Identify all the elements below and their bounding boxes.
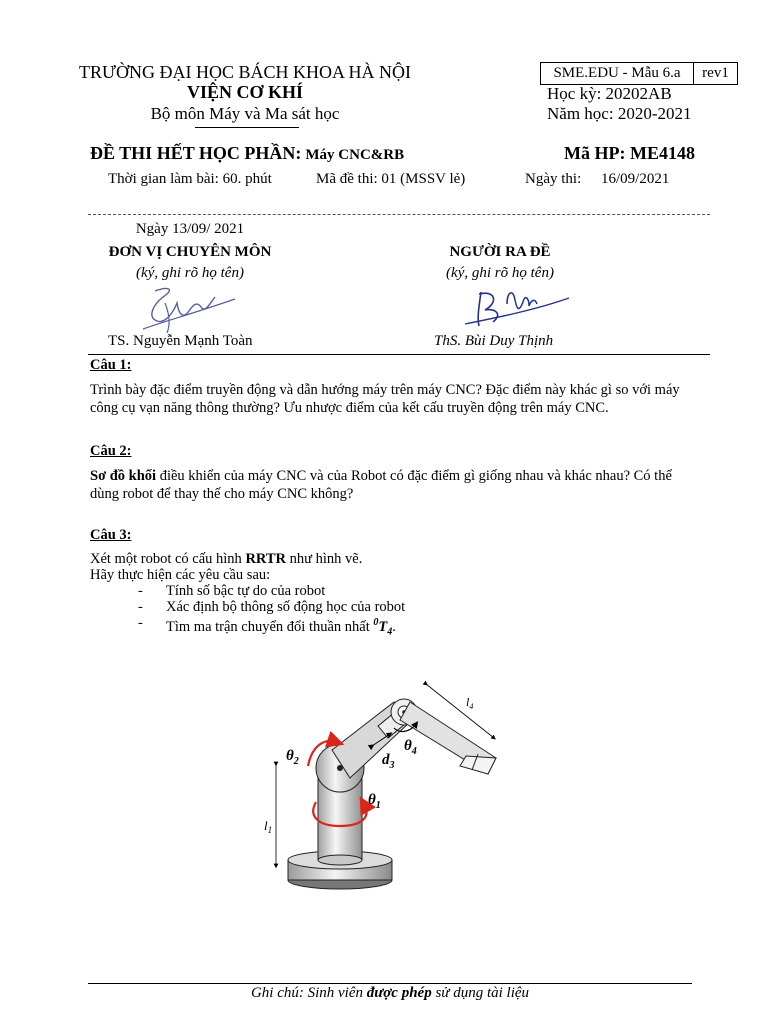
exam-date: 16/09/2021 (601, 171, 670, 187)
unit-signature-icon (135, 283, 245, 339)
form-code: SME.EDU - Mẫu 6.a (553, 65, 681, 81)
author-title: NGƯỜI RA ĐỀ (449, 244, 551, 260)
matrix-superscript: 0 (373, 617, 379, 628)
task-item: - Tìm ma trận chuyển đổi thuần nhất $^0T_4$. (138, 615, 396, 638)
l4-label: $l_4$ (466, 695, 474, 711)
task-item: - Xác định bộ thông số động học của robot (138, 599, 406, 615)
question-3-title: Câu 3: (90, 527, 132, 543)
course-name: Máy CNC&RB (305, 147, 405, 163)
forearm (400, 702, 496, 774)
question-2-body: điều khiển của máy CNC và của Robot có đặc điểm gì giống nhau và khác nhau? Có thể dùng robot để thay thế cho máy CNC không? (90, 468, 672, 502)
question-3-intro (90, 551, 704, 567)
university-name: TRƯỜNG ĐẠI HỌC BÁCH KHOA HÀ NỘI (79, 62, 411, 82)
question-2 (90, 443, 704, 503)
question-1 (90, 357, 704, 417)
matrix-subscript: 4 (387, 626, 393, 638)
theta1-label: $\theta_1$ (368, 792, 381, 811)
title-divider (88, 214, 710, 215)
question-3-intro-b: như hình vẽ. (286, 551, 363, 567)
theta4-label: $\theta_4$ (404, 738, 417, 757)
question-3-tasks (138, 583, 704, 641)
course-code: Mã HP: ME4148 (564, 143, 695, 163)
form-code-box (540, 62, 738, 85)
task-item: - Tính số bậc tự do của robot (138, 583, 326, 599)
exam-duration: Thời gian làm bài: 60. phút (108, 171, 272, 187)
unit-signer-name: TS. Nguyễn Mạnh Toàn (108, 333, 253, 349)
question-3-request: Hãy thực hiện các yêu cầu sau: (90, 567, 271, 583)
header-underline (195, 127, 299, 128)
footer-divider (88, 983, 692, 984)
question-2-lead: Sơ đồ khối (90, 468, 157, 484)
department-name: Bộ môn Máy và Ma sát học (150, 104, 340, 123)
question-3 (90, 527, 704, 641)
unit-sign-note: (ký, ghi rõ họ tên) (136, 265, 244, 281)
footer-note-bold: được phép (366, 985, 432, 1001)
question-3-intro-a: Xét một robot có cấu hình (90, 551, 246, 567)
unit-title: ĐƠN VỊ CHUYÊN MÔN (108, 244, 272, 260)
matrix-symbol: T (378, 618, 388, 635)
exam-date-label: Ngày thi: (525, 171, 582, 187)
approval-date: Ngày 13/09/ 2021 (135, 221, 245, 237)
robot-config: RRTR (245, 551, 287, 567)
theta2-label: $\theta_2$ (286, 748, 299, 767)
exam-title (90, 143, 404, 164)
question-2-title: Câu 2: (90, 443, 132, 459)
exam-code: Mã đề thi: 01 (MSSV lẻ) (316, 171, 466, 187)
author-signer-name: ThS. Bùi Duy Thịnh (434, 333, 554, 349)
footer-note: Ghi chú: Sinh viên được phép sử dụng tài liệu (250, 985, 530, 1001)
d3-label: $d_3$ (382, 752, 395, 771)
author-signature-icon (455, 280, 575, 336)
author-sign-note: (ký, ghi rõ họ tên) (446, 265, 554, 281)
question-1-title: Câu 1: (90, 357, 132, 373)
school-year: Năm học: 2020-2021 (547, 104, 692, 123)
semester: Học kỳ: 20202AB (547, 84, 672, 103)
institute-name: VIỆN CƠ KHÍ (186, 82, 303, 102)
question-2-text (90, 467, 704, 503)
revision-label: rev1 (702, 65, 729, 81)
exam-title-prefix: ĐỀ THI HẾT HỌC PHẦN: (90, 143, 302, 163)
l1-label: $l_1$ (264, 818, 273, 835)
question-1-text: Trình bày đặc điểm truyền động và dẫn hướng máy trên máy CNC? Đặc điểm này khác gì so với máy công cụ vạn năng thông thường? Ưu nhược điểm của kết cấu truyền động trên máy CNC. (90, 382, 680, 416)
approval-divider (88, 354, 710, 355)
robot-rrtr-diagram (260, 680, 530, 900)
